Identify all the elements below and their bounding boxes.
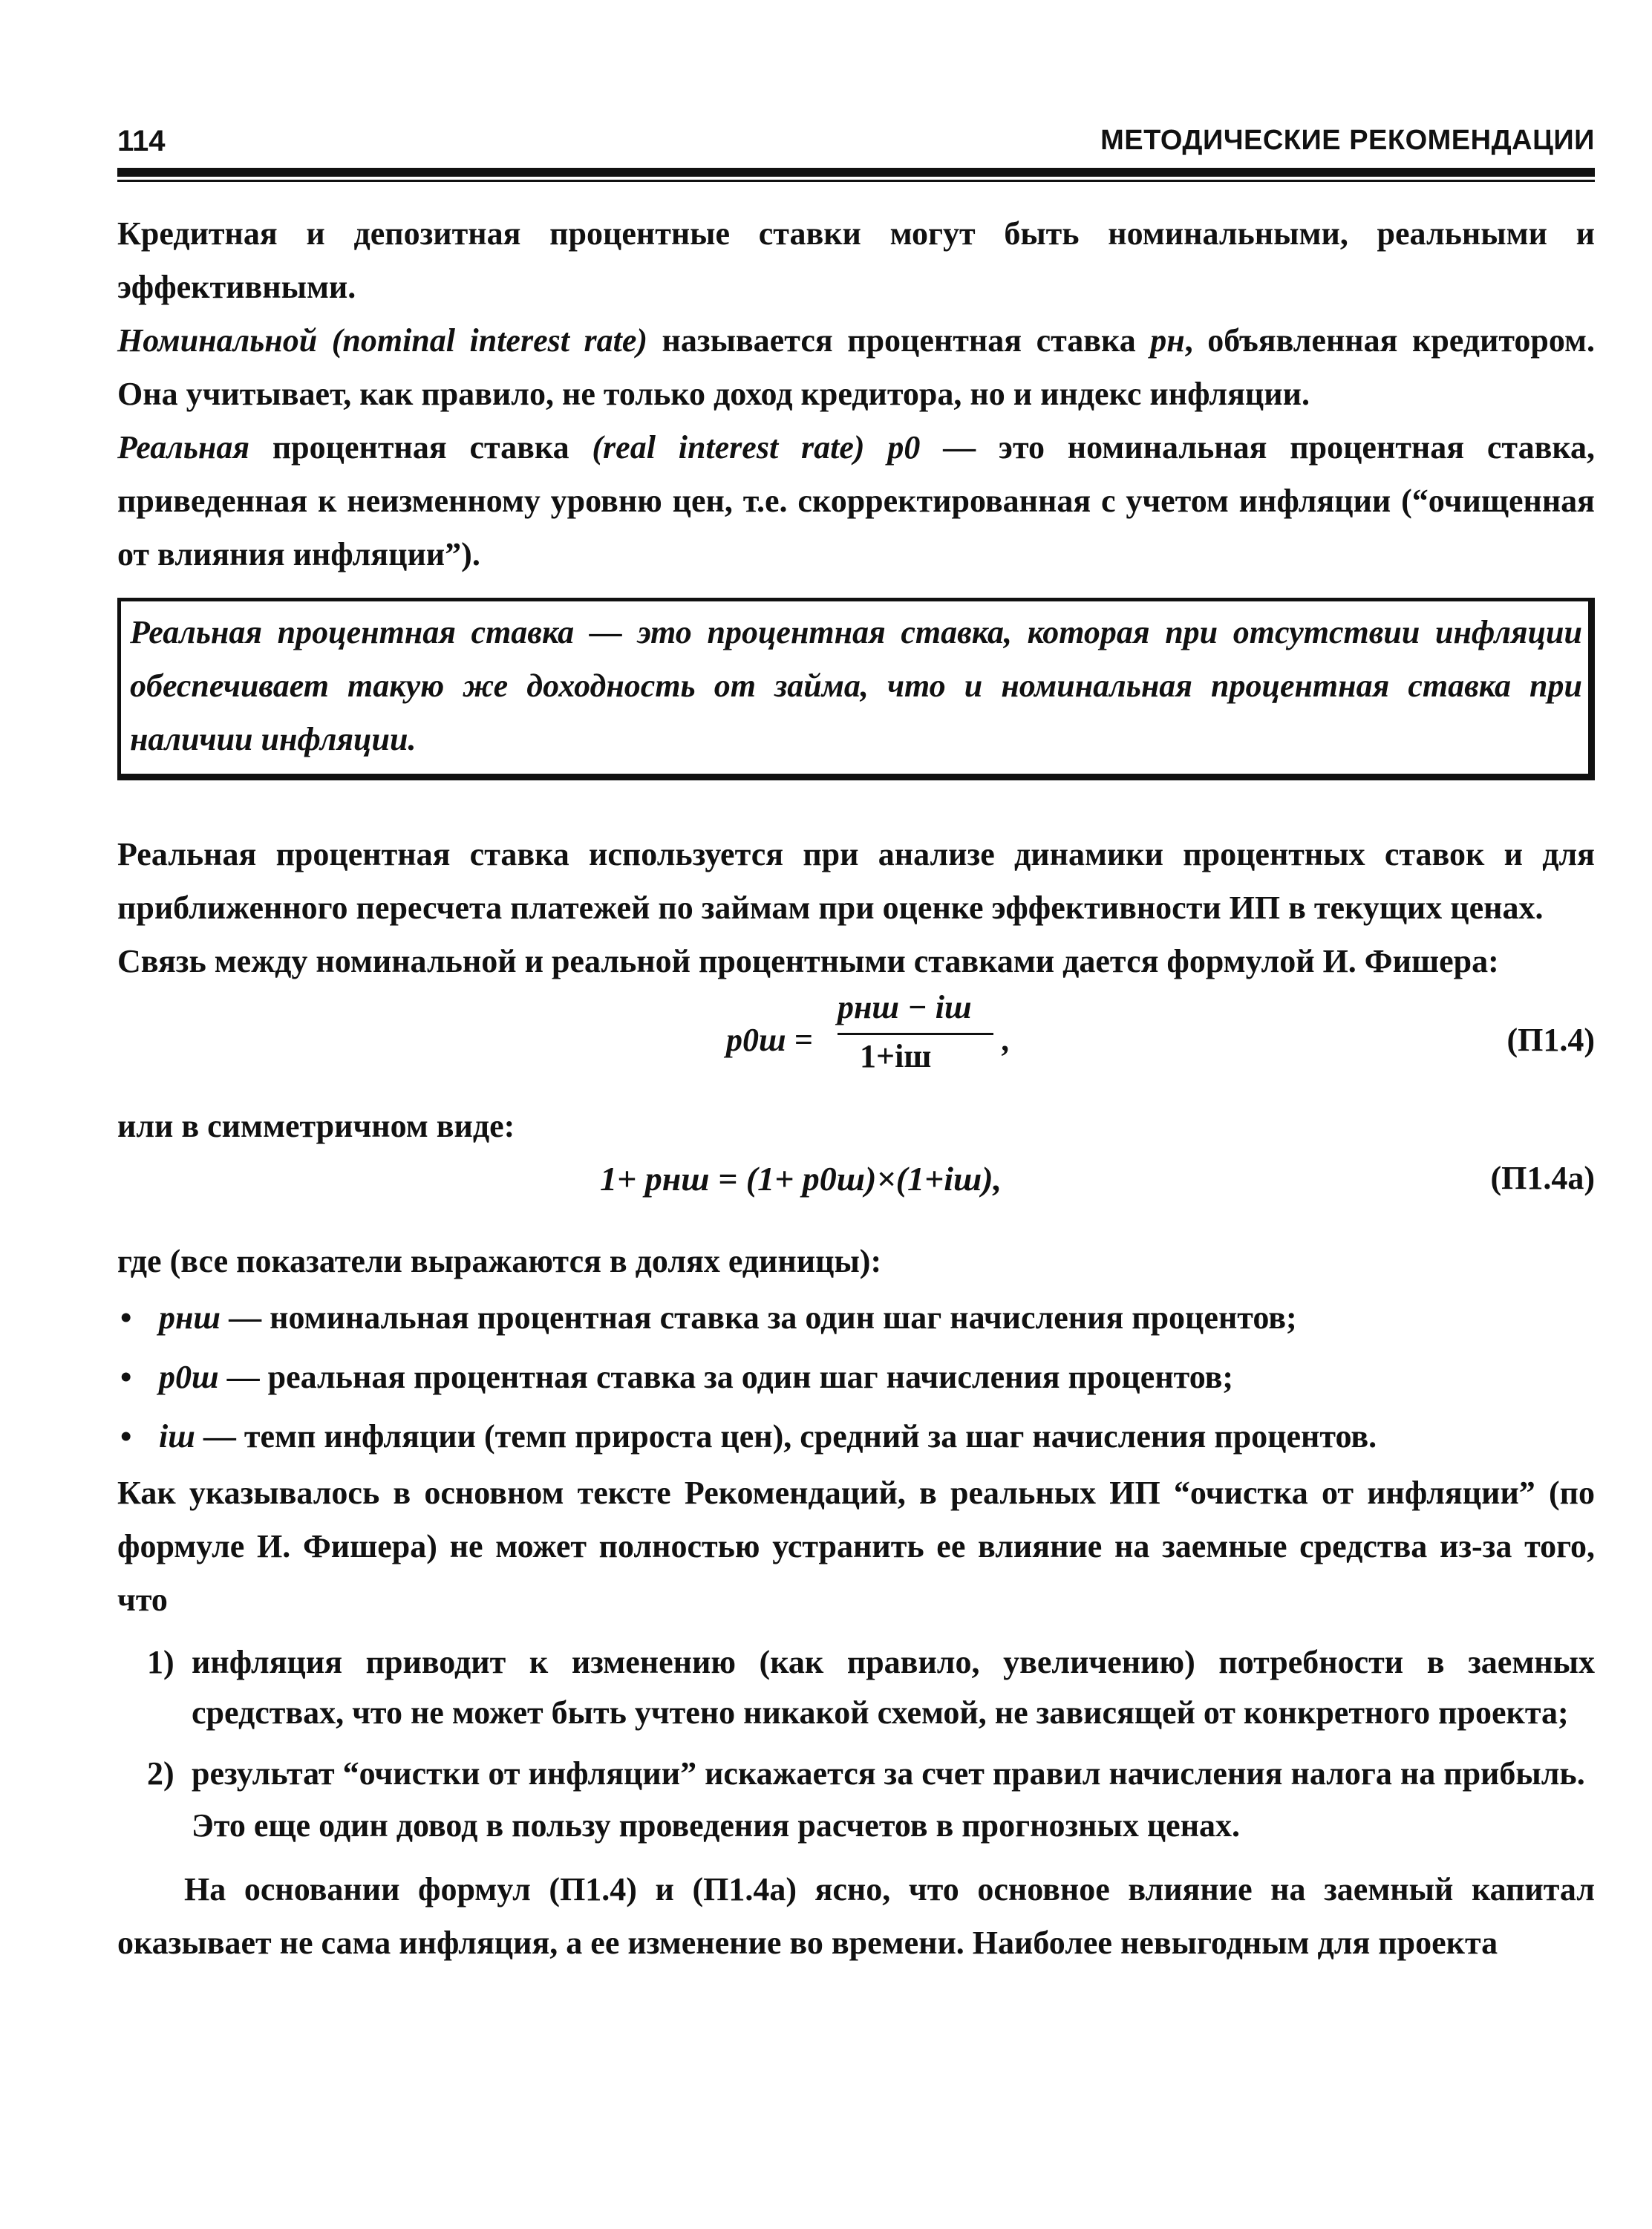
symbol-p0: p0 bbox=[864, 429, 921, 466]
header-rule-thin bbox=[117, 180, 1595, 182]
symbol-pn: pн bbox=[1150, 322, 1185, 359]
term-real-en: (real interest rate) bbox=[592, 429, 865, 466]
symbol: pнш bbox=[159, 1299, 221, 1336]
list-item-text: — реальная процентная ставка за один шаг начисления процентов; bbox=[218, 1359, 1234, 1395]
paragraph-nominal-rate bbox=[117, 314, 1595, 421]
symbol-definitions bbox=[117, 1288, 1595, 1466]
paragraph-real-rate-usage: Реальная процентная ставка используется при анализе динамики процентных ставок и для приближенного пересчета платежей по займам при оценке эффективности ИП в текущих ценах. bbox=[117, 836, 1595, 926]
paragraph-real-rate bbox=[117, 421, 1595, 581]
paragraph-symmetric-intro: или в симметричном виде: bbox=[117, 1108, 515, 1144]
formula-symmetric bbox=[117, 1153, 1595, 1235]
bullet-icon: • bbox=[120, 1359, 132, 1395]
paragraph-text: , объявленная кредитором. Она учитывает, как правило, не только доход кредитора, но и индекс инфляции. bbox=[117, 322, 1596, 412]
paragraph-forecast-prices: Это еще один довод в пользу проведения расчетов в прогнозных ценах. bbox=[192, 1807, 1241, 1844]
paragraph-rate-types: Кредитная и депозитная процентные ставки могут быть номинальными, реальными и эффективными. bbox=[117, 215, 1595, 305]
list-item-text: результат “очистки от инфляции” искажается за счет правил начисления налога на прибыль. bbox=[192, 1755, 1585, 1792]
list-number: 1) bbox=[147, 1644, 174, 1680]
formula-denominator: 1+iш bbox=[860, 1038, 932, 1074]
page-number: 114 bbox=[117, 125, 166, 157]
list-item-text: инфляция приводит к изменению (как правило, увеличению) потребности в заемных средствах, что не может быть учтено никакой схемой, не зависящей от конкретного проекта; bbox=[192, 1644, 1595, 1731]
list-item bbox=[117, 1407, 1595, 1466]
list-item-text: — темп инфляции (темп прироста цен), средний за шаг начисления процентов. bbox=[195, 1418, 1377, 1455]
symbol: p0ш bbox=[159, 1359, 219, 1395]
list-item bbox=[117, 1749, 1595, 1799]
header-rule-thick bbox=[117, 168, 1595, 177]
list-item-text: — номинальная процентная ставка за один шаг начисления процентов; bbox=[221, 1299, 1297, 1336]
paragraph-text: называется процентная ставка bbox=[647, 322, 1151, 359]
paragraph-formula-conclusion: На основании формул (П1.4) и (П1.4а) ясно, что основное влияние на заемный капитал оказывает не сама инфляция, а ее изменение во времени. Наиболее невыгодным для проекта bbox=[117, 1871, 1595, 1961]
list-number: 2) bbox=[147, 1755, 174, 1792]
page-header bbox=[117, 111, 1595, 168]
list-item bbox=[117, 1348, 1595, 1407]
formula-symmetric-expr: 1+ pнш = (1+ p0ш)×(1+iш), bbox=[600, 1160, 1002, 1198]
formula-lhs: p0ш = bbox=[726, 1022, 813, 1058]
paragraph-text: процентная ставка bbox=[249, 429, 592, 466]
formula-number: (П1.4) bbox=[1506, 1022, 1595, 1058]
term-nominal: Номинальной bbox=[117, 322, 318, 359]
symbol: iш bbox=[159, 1418, 195, 1455]
document-page bbox=[117, 111, 1595, 1970]
list-item bbox=[117, 1637, 1595, 1738]
formula-numerator: pнш − iш bbox=[838, 989, 972, 1025]
numbered-reasons bbox=[117, 1637, 1595, 1799]
bullet-icon: • bbox=[120, 1299, 132, 1336]
paragraph-inflation-cleanup: Как указывалось в основном тексте Рекомендаций, в реальных ИП “очистка от инфляции” (по формуле И. Фишера) не может полностью устранить ее влияние на заемные средства из-за того, что bbox=[117, 1475, 1595, 1618]
formula-fisher bbox=[117, 988, 1595, 1100]
formula-comma: , bbox=[1002, 1022, 1011, 1058]
paragraph-text: — это номинальная процентная ставка, приведенная к неизменному уровню цен, т.е. скорректированная с учетом инфляции (“очищенная от влияния инфляции”). bbox=[117, 429, 1596, 572]
formula-number: (П1.4а) bbox=[1490, 1160, 1595, 1196]
definition-text: Реальная процентная ставка — это процентная ставка, которая при отсутствии инфляции обеспечивает такую же доходность от займа, что и номинальная процентная ставка при наличии инфляции. bbox=[130, 614, 1582, 757]
definition-box bbox=[117, 598, 1595, 780]
paragraph-where: где (все показатели выражаются в долях единицы): bbox=[117, 1243, 882, 1279]
list-item bbox=[117, 1288, 1595, 1348]
term-real: Реальная bbox=[117, 429, 250, 466]
fraction-bar bbox=[838, 1033, 993, 1035]
running-title: МЕТОДИЧЕСКИЕ РЕКОМЕНДАЦИИ bbox=[1100, 125, 1595, 156]
paragraph-fisher-intro: Связь между номинальной и реальной процентными ставками дается формулой И. Фишера: bbox=[117, 943, 1499, 979]
term-nominal-en: (nominal interest rate) bbox=[331, 322, 648, 359]
bullet-icon: • bbox=[120, 1418, 132, 1455]
